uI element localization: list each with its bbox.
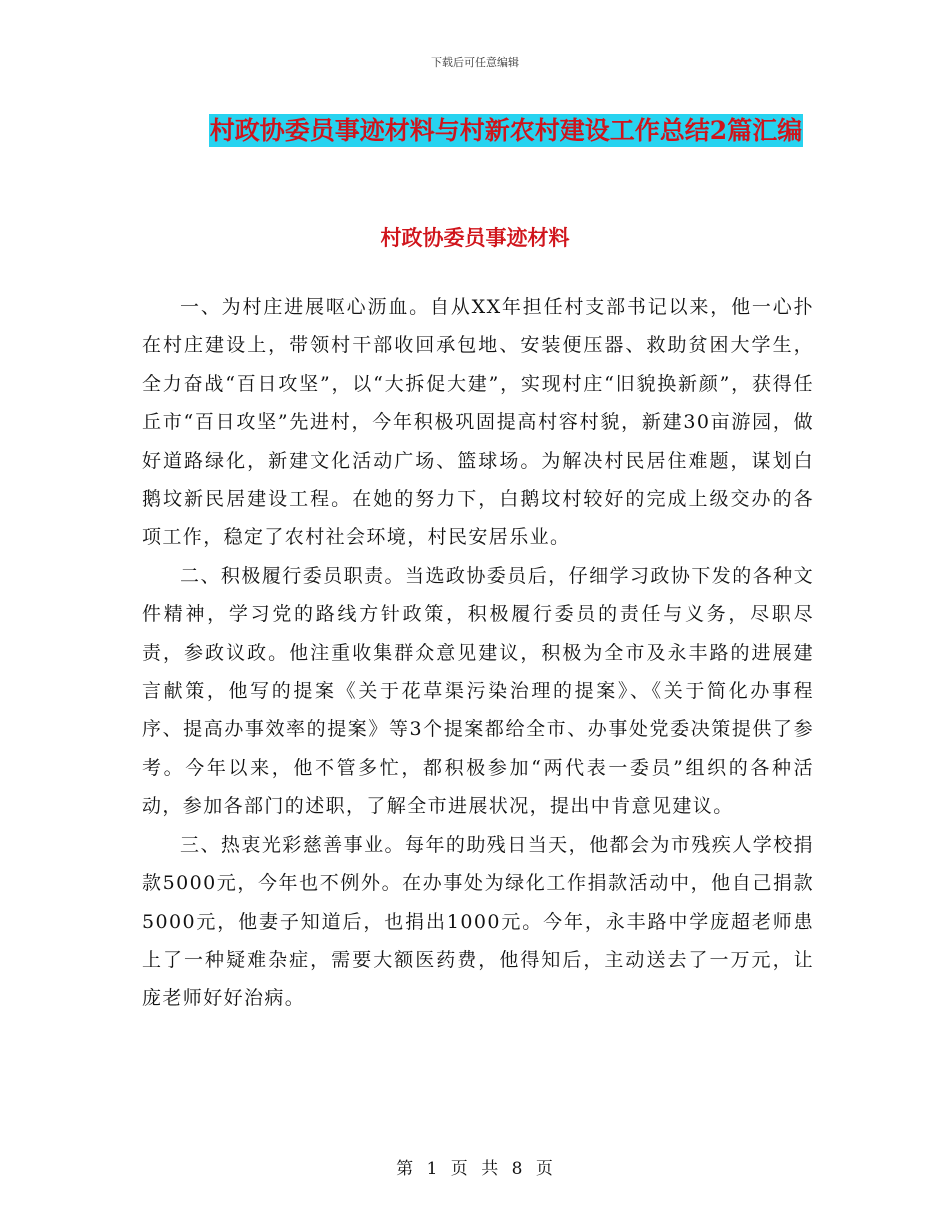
- document-title-text: 村政协委员事迹材料与村新农村建设工作总结2篇汇编: [209, 116, 803, 145]
- header-note: 下载后可任意编辑: [431, 56, 519, 69]
- paragraph-3: 三、热衷光彩慈善事业。每年的助残日当天，他都会为市残疾人学校捐款5000元，今年也不例外。在办事处为绿化工作捐款活动中，他自己捐款5000元，他妻子知道后，也捐出1000元。今年，永丰路中学庞超老师患上了一种疑难杂症，需要大额医药费，他得知后，主动送去了一万元，让庞老师好好治病。: [142, 833, 814, 1010]
- page-number-footer: 第 1 页 共 8 页: [396, 1159, 554, 1179]
- paragraph-2: 二、积极履行委员职责。当选政协委员后，仔细学习政协下发的各种文件精神，学习党的路线方针政策，积极履行委员的责任与义务，尽职尽责，参政议政。他注重收集群众意见建议，积极为全市及永丰路的进展建言献策，他写的提案《关于花草渠污染治理的提案》、《关于简化办事程序、提高办事效率的提案》等3个提案都给全市、办事处党委决策提供了参考。今年以来，他不管多忙，都积极参加“两代表一委员”组织的各种活动，参加各部门的述职，了解全市进展状况，提出中肯意见建议。: [142, 564, 814, 818]
- paragraph-1: 一、为村庄进展呕心沥血。自从XX年担任村支部书记以来，他一心扑在村庄建设上，带领村干部收回承包地、安装便压器、救助贫困大学生，全力奋战“百日攻坚”，以“大拆促大建”，实现村庄“旧貌换新颜”，获得任丘市“百日攻坚”先进村，今年积极巩固提高村容村貌，新建30亩游园，做好道路绿化，新建文化活动广场、篮球场。为解决村民居住难题，谋划白鹅坟新民居建设工程。在她的努力下，白鹅坟村较好的完成上级交办的各项工作，稳定了农村社会环境，村民安居乐业。: [142, 296, 814, 549]
- document-body: [142, 288, 814, 1018]
- section-title: 村政协委员事迹材料: [380, 225, 570, 250]
- document-title: [196, 108, 816, 154]
